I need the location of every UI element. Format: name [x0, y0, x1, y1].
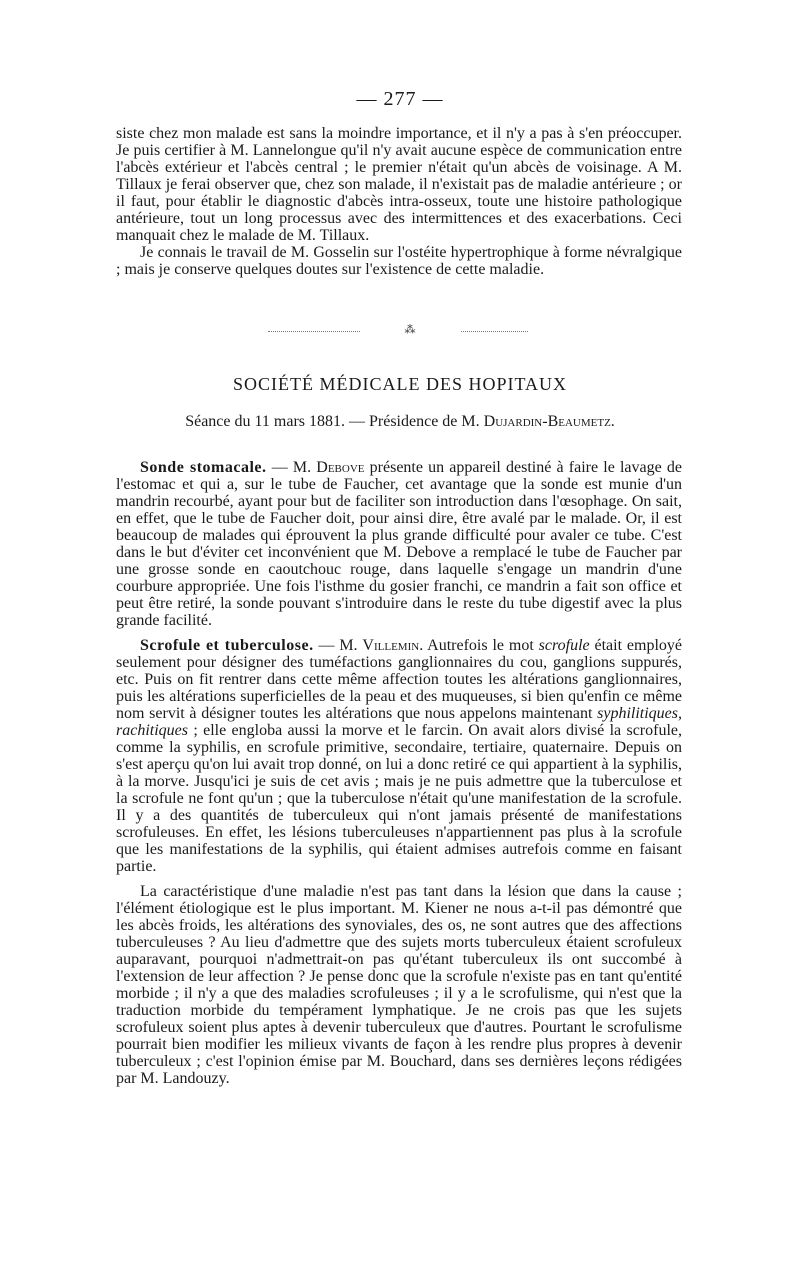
section-text: — M.: [313, 637, 363, 654]
speaker-name: Debove: [316, 459, 365, 476]
section-heading: Scrofule et tuberculose.: [140, 637, 314, 654]
section-text: . Autrefois le mot: [419, 637, 539, 654]
section-text: ; elle engloba aussi la morve et le farcin. On avait alors divisé la scrofule, comme la syphilis, en scrofule primitive, secondaire, tertiaire, quaternaire. Depuis on s'est aperçu qu'on lui avait trop donné, on lui a donc retiré ce qui appartient à la syphilis, à la morve. Jusqu'ici je suis de cet avis ; mais je ne puis admettre que la tuberculose et la scrofule ne font qu'un ; que la tuberculose n'était qu'une manifestation de la scrofule. Il y a des quantités de tuberculeux qui n'ont jamais présenté de manifestations scrofuleuses. En effet, les lésions tuberculeuses n'appartiennent pas plus à la scrofule que les manifestations de la syphilis, qui étaient admises autrefois comme en faisant partie.: [116, 722, 682, 875]
society-title: SOCIÉTÉ MÉDICALE DES HOPITAUX: [232, 374, 568, 394]
speaker-name: Villemin: [362, 637, 420, 654]
intro-text: [116, 125, 682, 278]
section-text: était employé seulement pour désigner des tuméfactions ganglionnaires du cou, ganglions suppurés, etc. Puis on fit rentrer dans cette même affection toutes les altérations ganglionnaires, puis les altérations superficielles de la peau et des muqueuses, si bien qu'enfin ce même nom servit à désigner toutes les altérations que nous appelons maintenant: [116, 637, 683, 722]
divider-ornament: ⁂: [360, 323, 460, 336]
intro-paragraph: Je connais le travail de M. Gosselin sur l'ostéite hypertrophique à forme névralgique ; mais je conserve quelques doutes sur l'existence de cette maladie.: [116, 244, 682, 278]
minutes-body: [116, 459, 682, 1087]
section-heading: Sonde stomacale.: [140, 459, 267, 476]
italic-term: scrofule: [538, 637, 590, 654]
section-scrofule: [116, 637, 682, 875]
section-paragraph: La caractéristique d'une maladie n'est pas tant dans la lésion que dans la cause ; l'élément étiologique est le plus important. M. Kiener ne nous a-t-il pas démontré que les abcès froids, les altérations des synoviales, des os, ne sont autres que des affections tuberculeuses ? Au lieu d'admettre que des sujets morts tuberculeux étaient scrofuleux auparavant, pourquoi n'admettrait-on pas qu'étant tuberculeux ils ont succombé à l'extension de leur affection ? Je pense donc que la scrofule n'existe pas en tant qu'entité morbide ; il n'y a que des maladies scrofuleuses ; il y a le scrofulisme, qui n'est que la traduction morbide du tempérament lymphatique. Je ne crois pas que les sujets scrofuleux soient plus aptes à devenir tuberculeux que d'autres. Pourtant le scrofulisme pourrait bien modifier les milieux vivants de façon à les rendre plus propres à devenir tuberculeux ; c'est l'opinion émise par M. Bouchard, dans ses dernières leçons rédigées par M. Landouzy.: [116, 883, 682, 1087]
section-text: — M. Debove présente un appareil destiné à faire le lavage de l'estomac et qui a, sur le tube de Faucher, cet avantage que la sonde est munie d'un mandrin recourbé, ayant pour but de faciliter son introduction dans l'œsophage. On sait, en effet, que le tube de Faucher doit, pour ainsi dire, être avalé par le malade. Or, il est beaucoup de malades qui éprouvent la plus grande difficulté pour avaler ce tube. C'est dans le but d'éviter cet inconvénient que M. Debove a remplacé le tube de Faucher par une grosse sonde en caoutchouc rouge, dans laquelle s'engage un mandrin d'une courbure appropriée. Une fois l'isthme du gosier franchi, ce mandrin a fait son office et peut être retiré, la sonde pouvant s'introduire dans le reste du tube digestif avec la plus grande facilité.: [116, 459, 683, 629]
seance-line: [0, 413, 800, 431]
italic-term: syphilitiques, rachitiques: [116, 705, 682, 739]
president-name: Dujardin-Beaumetz.: [483, 413, 615, 430]
page-number: — 277 —: [356, 88, 444, 110]
intro-paragraph: siste chez mon malade est sans la moindre importance, et il n'y a pas à s'en préoccuper. Je puis certifier à M. Lannelongue qu'il n'y avait aucune espèce de communication entre l'abcès extérieur et l'abcès central ; le premier n'était qu'un abcès de voisinage. A M. Tillaux je ferai observer que, chez son malade, il n'existait pas de maladie antérieure ; or il faut, pour établir le diagnostic d'abcès intra-osseux, toute une histoire pathologique antérieure, tout un long processus avec des intermittences et des exacerbations. Ceci manquait chez le malade de M. Tillaux.: [116, 125, 682, 244]
seance-text: Séance du 11 mars 1881. — Présidence de M.: [185, 413, 484, 430]
section-sonde: [116, 459, 682, 629]
